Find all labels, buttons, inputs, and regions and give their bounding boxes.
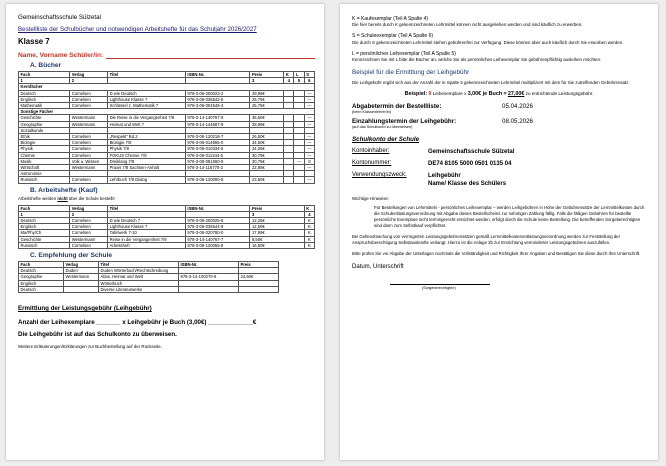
table-cell [239, 286, 279, 292]
table-cell[interactable] [284, 177, 294, 183]
table-cell: S [304, 158, 314, 164]
section-workbooks-title: B. Arbeitshefte (Kauf) [30, 186, 98, 194]
table-cell: Sonstige Fächer [19, 109, 315, 115]
table-cell: Wörterbuch [99, 280, 179, 286]
table-cell: Westermann [70, 236, 108, 242]
table-cell: Sozialkunde [19, 127, 70, 133]
table-cell: Praxis 7/8 Sachsen-Anhalt [108, 165, 186, 171]
s-explanation [352, 33, 646, 45]
table-cell: 24,50€ [239, 274, 279, 280]
table-cell: Musik [19, 158, 70, 164]
recommend-table [18, 261, 279, 293]
deadline-payment-label: Einzahlungstermin der Leihgebühr: [352, 118, 457, 126]
table-cell: 26,50€ [250, 134, 284, 140]
workbooks-table [18, 205, 315, 249]
table-cell: Preis [250, 72, 284, 78]
books-table [18, 71, 315, 184]
page-heading: Bestellliste der Schulbücher und notwendigen Arbeitshefte für das Schuljahr 2026/2027 [18, 26, 257, 33]
table-cell: Duden Wörterbuch/Rechtschreibung [99, 268, 179, 274]
payment-purpose-value [428, 172, 506, 188]
table-cell: Lighthouse Klasse 7 [108, 96, 186, 102]
example-total: 27,00€ [507, 91, 525, 98]
calc-line[interactable]: Anzahl der Leihexemplare _______ x Leihgebühr je Buch (3,00€) _____________€ [18, 319, 257, 327]
table-cell: Fach [19, 262, 64, 268]
hints-title: Wichtige Hinweise: [352, 196, 390, 202]
signature-sublabel: (Sorgeberechtigte/r) [422, 286, 456, 291]
account-number-row [352, 160, 646, 168]
table-cell: Geschichte [19, 236, 70, 242]
table-cell: Cornelsen [70, 177, 108, 183]
example-count: 9 [428, 91, 432, 98]
table-cell: 978-3-06-036544-9 [185, 224, 250, 230]
l-text: Kennzeichnen Sie mit L bitte die Bücher an, welche Sie als persönliches Leihexemplar Sie gebührenpflichtig ausleihen möchten. [352, 57, 602, 63]
table-cell: 1 [19, 78, 70, 84]
table-cell: --- [304, 103, 314, 109]
book-row [19, 177, 315, 183]
table-cell: --- [304, 140, 314, 146]
table-cell: Cornelsen [70, 152, 108, 158]
table-cell: 34,50€ [250, 140, 284, 146]
table-cell: Ethik [19, 134, 70, 140]
table-cell: Verlag [70, 72, 108, 78]
section-recommend-title: C. Empfehlung der Schule [30, 252, 113, 260]
table-cell: 23,50€ [250, 177, 284, 183]
k-explanation [352, 16, 646, 28]
account-owner-value: Gemeinschaftsschule Sülzetal [428, 149, 515, 156]
table-cell: Cornelsen [70, 242, 108, 248]
table-cell: Biologie [19, 140, 70, 146]
table-cell: K [304, 236, 314, 242]
table-cell: Tafelwerk 7-10 [108, 230, 186, 236]
table-cell: Lehrbuch 7/8 Dialog [108, 177, 186, 183]
table-cell: --- [294, 158, 304, 164]
deadline-payment-value: 08.05.2026 [502, 118, 533, 126]
workbook-note-post: über die Schule bestellt! [67, 195, 115, 201]
table-cell [64, 286, 99, 292]
table-cell: K [284, 72, 294, 78]
table-cell: Cornelsen [70, 103, 108, 109]
table-cell: --- [304, 134, 314, 140]
table-cell: K [304, 242, 314, 248]
l-explanation [352, 51, 646, 63]
table-cell: K [304, 224, 314, 230]
table-cell: 978-3-06-200025-6 [185, 218, 250, 224]
table-cell: 25,75€ [250, 96, 284, 102]
table-cell: Diverse Literaturwerke [99, 286, 179, 292]
page-back [340, 4, 658, 460]
table-cell: 25,75€ [250, 103, 284, 109]
deadline-order-label: Abgabetermin der Bestellliste: [352, 103, 442, 111]
reduced-fee-text: Bei Geltendmachung von verringerten Leistungsgebührensätzen gemäß Lernmittelkostenentlastungsverordnung werden zur Feststellung der Anspruchsberechtigung Selbstauskünfte verlangt. Hierzu ist die Anlage 2b zur Entrichtung verminderter Leistungsgebühren auszufüllen. [352, 234, 620, 246]
table-cell: ISBN-Nr. [179, 262, 239, 268]
table-cell: 978-3-06-200023-2 [185, 90, 250, 96]
table-cell: 3 [250, 78, 284, 84]
example-post: zu entrichtende Leistungsgebühr. [525, 91, 594, 97]
table-cell: Physik 7/8 [108, 146, 186, 152]
table-cell: D wie Deutsch 7 [108, 218, 186, 224]
example-pre: Beispiel: [404, 91, 428, 98]
table-cell: Deutsch [19, 218, 70, 224]
table-cell: Astronomie [19, 171, 70, 177]
calc-title: Ermittlung der Leistungsgebühr (Leihgebühr) [18, 305, 152, 313]
table-cell: Titel [99, 262, 179, 268]
table-cell: Englisch [19, 224, 70, 230]
purpose-line-1: Leihgebühr [428, 173, 461, 180]
table-cell: 978-3-14-140767-9 [185, 115, 250, 121]
table-cell: --- [304, 115, 314, 121]
table-cell: 22,95€ [250, 165, 284, 171]
date-signature-label: Datum, Unterschrift [352, 264, 404, 271]
school-name: Gemeinschaftsschule Sülzetal [18, 14, 101, 21]
footnote: Weitere Erläuterungen/Erklärungen zur Buchbestellung auf der Rückseite. [18, 344, 162, 350]
table-cell: Schlüssel z. Mathematik 7 [108, 103, 186, 109]
calc-note: Die Leihgebühr ist auf das Schulkonto zu überweisen. [18, 331, 177, 339]
deadline-payment [352, 118, 646, 125]
table-cell: 978-3-14-144587-9 [185, 121, 250, 127]
signature-line[interactable] [390, 284, 490, 285]
deadline-payment-sub: (auf das Schulkonto zu überweisen) [352, 125, 413, 130]
table-cell: Cornelsen [70, 90, 108, 96]
account-owner-label: Kontoinhaber: [352, 148, 390, 155]
section-books-title: A. Bücher [30, 62, 62, 69]
table-cell: Westermann [64, 274, 99, 280]
table-cell: Westermann [70, 121, 108, 127]
student-name-label: Name, Vorname Schüler/in: [18, 52, 104, 59]
table-cell: Preis [239, 262, 279, 268]
student-name-field[interactable] [106, 53, 315, 59]
table-cell: Wirtschaft [19, 165, 70, 171]
table-cell: Cornelsen [70, 96, 108, 102]
table-cell: --- [304, 165, 314, 171]
table-cell: Arbeitsheft [108, 242, 186, 248]
table-cell: FOKUS Chemie 7/8 [108, 152, 186, 158]
purpose-line-2: Name/ Klasse des Schülers [428, 181, 507, 188]
table-cell: Geographie [19, 121, 70, 127]
table-cell: 978-3-06-010434-5 [185, 146, 250, 152]
k-text: Die hier bereits durch K gekennzeichneten Lehrmittel können nicht ausgeliehen werden und sind käuflich zu erwerben. [352, 22, 583, 28]
table-cell: 12,25€ [250, 218, 304, 224]
example-eq: = [503, 91, 507, 98]
table-cell: Englisch [19, 280, 64, 286]
table-cell: --- [304, 146, 314, 152]
table-cell: 978-3-06-081560-9 [185, 158, 250, 164]
table-cell: 978-3-06-020780-0 [185, 230, 250, 236]
table-cell: 4 [304, 211, 314, 217]
workbook-row [19, 242, 315, 248]
table-cell: 34,25€ [250, 146, 284, 152]
payment-purpose-row [352, 172, 646, 188]
table-cell: Cornelsen [70, 146, 108, 152]
books-body [19, 84, 315, 183]
table-cell: Westermann [70, 165, 108, 171]
example-text: Die Leihgebühr ergibt sich aus der Anzahl der in Spalte 5 gekennzeichneten Lehrmittel multipliziert mit dem für Sie zutreffenden Gebührensatz. [352, 80, 630, 86]
s-text: Die durch S gekennzeichneten Lehrmittel stehen gebührenfrei zur Verfügung. Diese können aber auch käuflich durch Sie erworben werden. [352, 39, 624, 45]
table-cell: Geographie [19, 274, 64, 280]
table-cell: 36,50€ [250, 115, 284, 121]
table-cell: 2 [70, 78, 108, 84]
table-cell: Titel [108, 72, 186, 78]
l-title: L = persönliches Leihexemplar (Teil A Spalte 5) [352, 50, 456, 57]
table-cell: Duden [64, 268, 99, 274]
table-cell: „Respekt“ Bd.2 [108, 134, 186, 140]
class-title: Klasse 7 [18, 37, 50, 46]
table-cell: 978-3-06-120055-8 [185, 242, 250, 248]
account-number-label: Kontonummer: [352, 160, 392, 167]
table-cell: 978-3-14-116770-2 [185, 165, 250, 171]
account-owner-row [352, 148, 646, 156]
table-cell: --- [304, 121, 314, 127]
table-cell: 28,95€ [250, 121, 284, 127]
table-cell: K [304, 218, 314, 224]
table-cell: 12,50€ [250, 224, 304, 230]
table-cell: Lighthouse Klasse 7 [108, 224, 186, 230]
table-cell: Kernfächer [19, 84, 315, 90]
s-title: S = Schuleexemplar (Teil A Spalte 6) [352, 33, 434, 40]
table-cell: 6 [304, 78, 314, 84]
table-cell: 30,75€ [250, 152, 284, 158]
table-cell: Ma/Phy/Ch [19, 230, 70, 236]
example-rate: 3,00€ je Buch [467, 91, 503, 98]
table-cell: --- [304, 177, 314, 183]
table-cell: 29,99€ [250, 90, 284, 96]
account-number-value: DE74 8105 5000 0501 0135 04 [428, 161, 512, 168]
table-cell: Geschichte [19, 115, 70, 121]
table-cell: K [304, 205, 314, 211]
table-cell: 2 [70, 211, 108, 217]
table-cell[interactable] [294, 177, 304, 183]
table-cell: 978-3-06-011344-6 [185, 152, 250, 158]
table-cell: Physik [19, 146, 70, 152]
table-cell: 30,75€ [250, 158, 284, 164]
table-cell: 978-3-06-036542-5 [185, 96, 250, 102]
hints-text: Für Bestellungen von Lehrmitteln - persönliches Leihexemplar – werden Leihgebühren in Höhe der Gebührensätze der Lernmittelkosten durch die Schulentlastungsverordnung mit Abgabe dieses Bestellscheins zur sofortigen Zahlung fällig. Falls die fälligen Gebühren für bestellte persönliche Exemplare nicht termingerecht entrichtet werden, erfolgt durch die Schule keine Bestellung. Die betreffenden Sorgeberechtigten sind dann zum Selbstkauf verpflichtet. [374, 205, 645, 229]
table-cell: 978-3-14-140767-7 [185, 236, 250, 242]
table-cell: Westermann [70, 115, 108, 121]
table-cell: Dreiklang 7/8 [108, 158, 186, 164]
table-cell: Die Reise in die Vergangenheit 7/8 [108, 115, 186, 121]
table-cell: Fach [19, 72, 70, 78]
bank-account-title: Schulkonto der Schule [352, 136, 420, 144]
table-cell: Deutsch [19, 268, 64, 274]
table-cell: ISBN-Nr. [185, 205, 250, 211]
table-cell: 978-3-06-014655-0 [185, 140, 250, 146]
table-cell: --- [304, 96, 314, 102]
workbook-note-pre: Arbeitshefte werden [18, 195, 58, 201]
table-cell: K [304, 230, 314, 236]
student-name-line[interactable] [18, 52, 315, 59]
table-cell: S [304, 72, 314, 78]
table-cell: 17,99€ [250, 230, 304, 236]
table-cell: Reise in die Vergangenheit 7/8 [108, 236, 186, 242]
table-cell: Cornelsen [70, 224, 108, 230]
workbook-note [18, 196, 315, 201]
verify-text: Bitte prüfen Sie vor Abgabe der Unterlagen nochmals die Vollständigkeit und Richtigkeit Ihrer Angaben und Bestätigen Sie diese durch Ihre Unterschrift. [352, 251, 641, 257]
table-cell: Deutsch [19, 286, 64, 292]
table-cell: Cornelsen [70, 230, 108, 236]
table-cell: Atlas, Heimat und Welt [99, 274, 179, 280]
table-cell: 8,50€ [250, 236, 304, 242]
table-cell: --- [304, 152, 314, 158]
table-cell: Russisch [19, 242, 70, 248]
k-title: K = Kaufexemplar (Teil A Spalte 4) [352, 16, 429, 22]
example-title: Beispiel für die Ermittlung der Leihgebühr [352, 69, 470, 77]
table-cell: 3 [250, 211, 304, 217]
table-cell: 1 [19, 211, 70, 217]
table-cell [179, 286, 239, 292]
example-calculation [352, 91, 646, 97]
table-cell: Deutsch [19, 90, 70, 96]
table-cell: 4 [284, 78, 294, 84]
table-cell: 978-3-14-100270-6 [179, 274, 239, 280]
table-cell: Titel [108, 205, 186, 211]
deadline-order [352, 103, 646, 110]
table-cell: L [294, 72, 304, 78]
recommend-body [19, 268, 279, 293]
table-cell: Mathematik [19, 103, 70, 109]
page-front [6, 4, 324, 460]
table-cell: 978-3-06-120000-8 [185, 177, 250, 183]
table-cell: Biologie 7/8 [108, 140, 186, 146]
table-cell: Verlag [70, 205, 108, 211]
table-cell: Fach [19, 205, 70, 211]
table-cell: Verlag [64, 262, 99, 268]
recommend-row [19, 286, 279, 292]
table-cell: Cornelsen [70, 134, 108, 140]
payment-purpose-label: Verwendungszweck: [352, 172, 407, 179]
table-cell: Cornelsen [70, 218, 108, 224]
table-cell: ISBN-Nr. [185, 72, 250, 78]
table-cell: Cornelsen [70, 140, 108, 146]
table-cell: Englisch [19, 96, 70, 102]
table-cell: Preis [250, 205, 304, 211]
deadline-order-sub: (beim Klassenlehrer/in) [352, 110, 392, 115]
table-cell: Heimat und Welt 7 [108, 121, 186, 127]
deadline-order-value: 05.04.2026 [502, 103, 533, 111]
table-cell: --- [304, 90, 314, 96]
workbooks-body [19, 218, 315, 249]
table-cell: Russisch [19, 177, 70, 183]
example-mid: Leihexemplare x [432, 91, 467, 97]
table-cell: 5 [294, 78, 304, 84]
table-cell: 16,50€ [250, 242, 304, 248]
table-cell: Volk u. Wissen [70, 158, 108, 164]
table-cell: Chemie [19, 152, 70, 158]
table-cell: 978-3-06-004546-4 [185, 103, 250, 109]
table-cell: 978-3-06-120218-7 [185, 134, 250, 140]
workbook-note-not: nicht [57, 195, 68, 201]
table-cell: D wie Deutsch [108, 90, 186, 96]
